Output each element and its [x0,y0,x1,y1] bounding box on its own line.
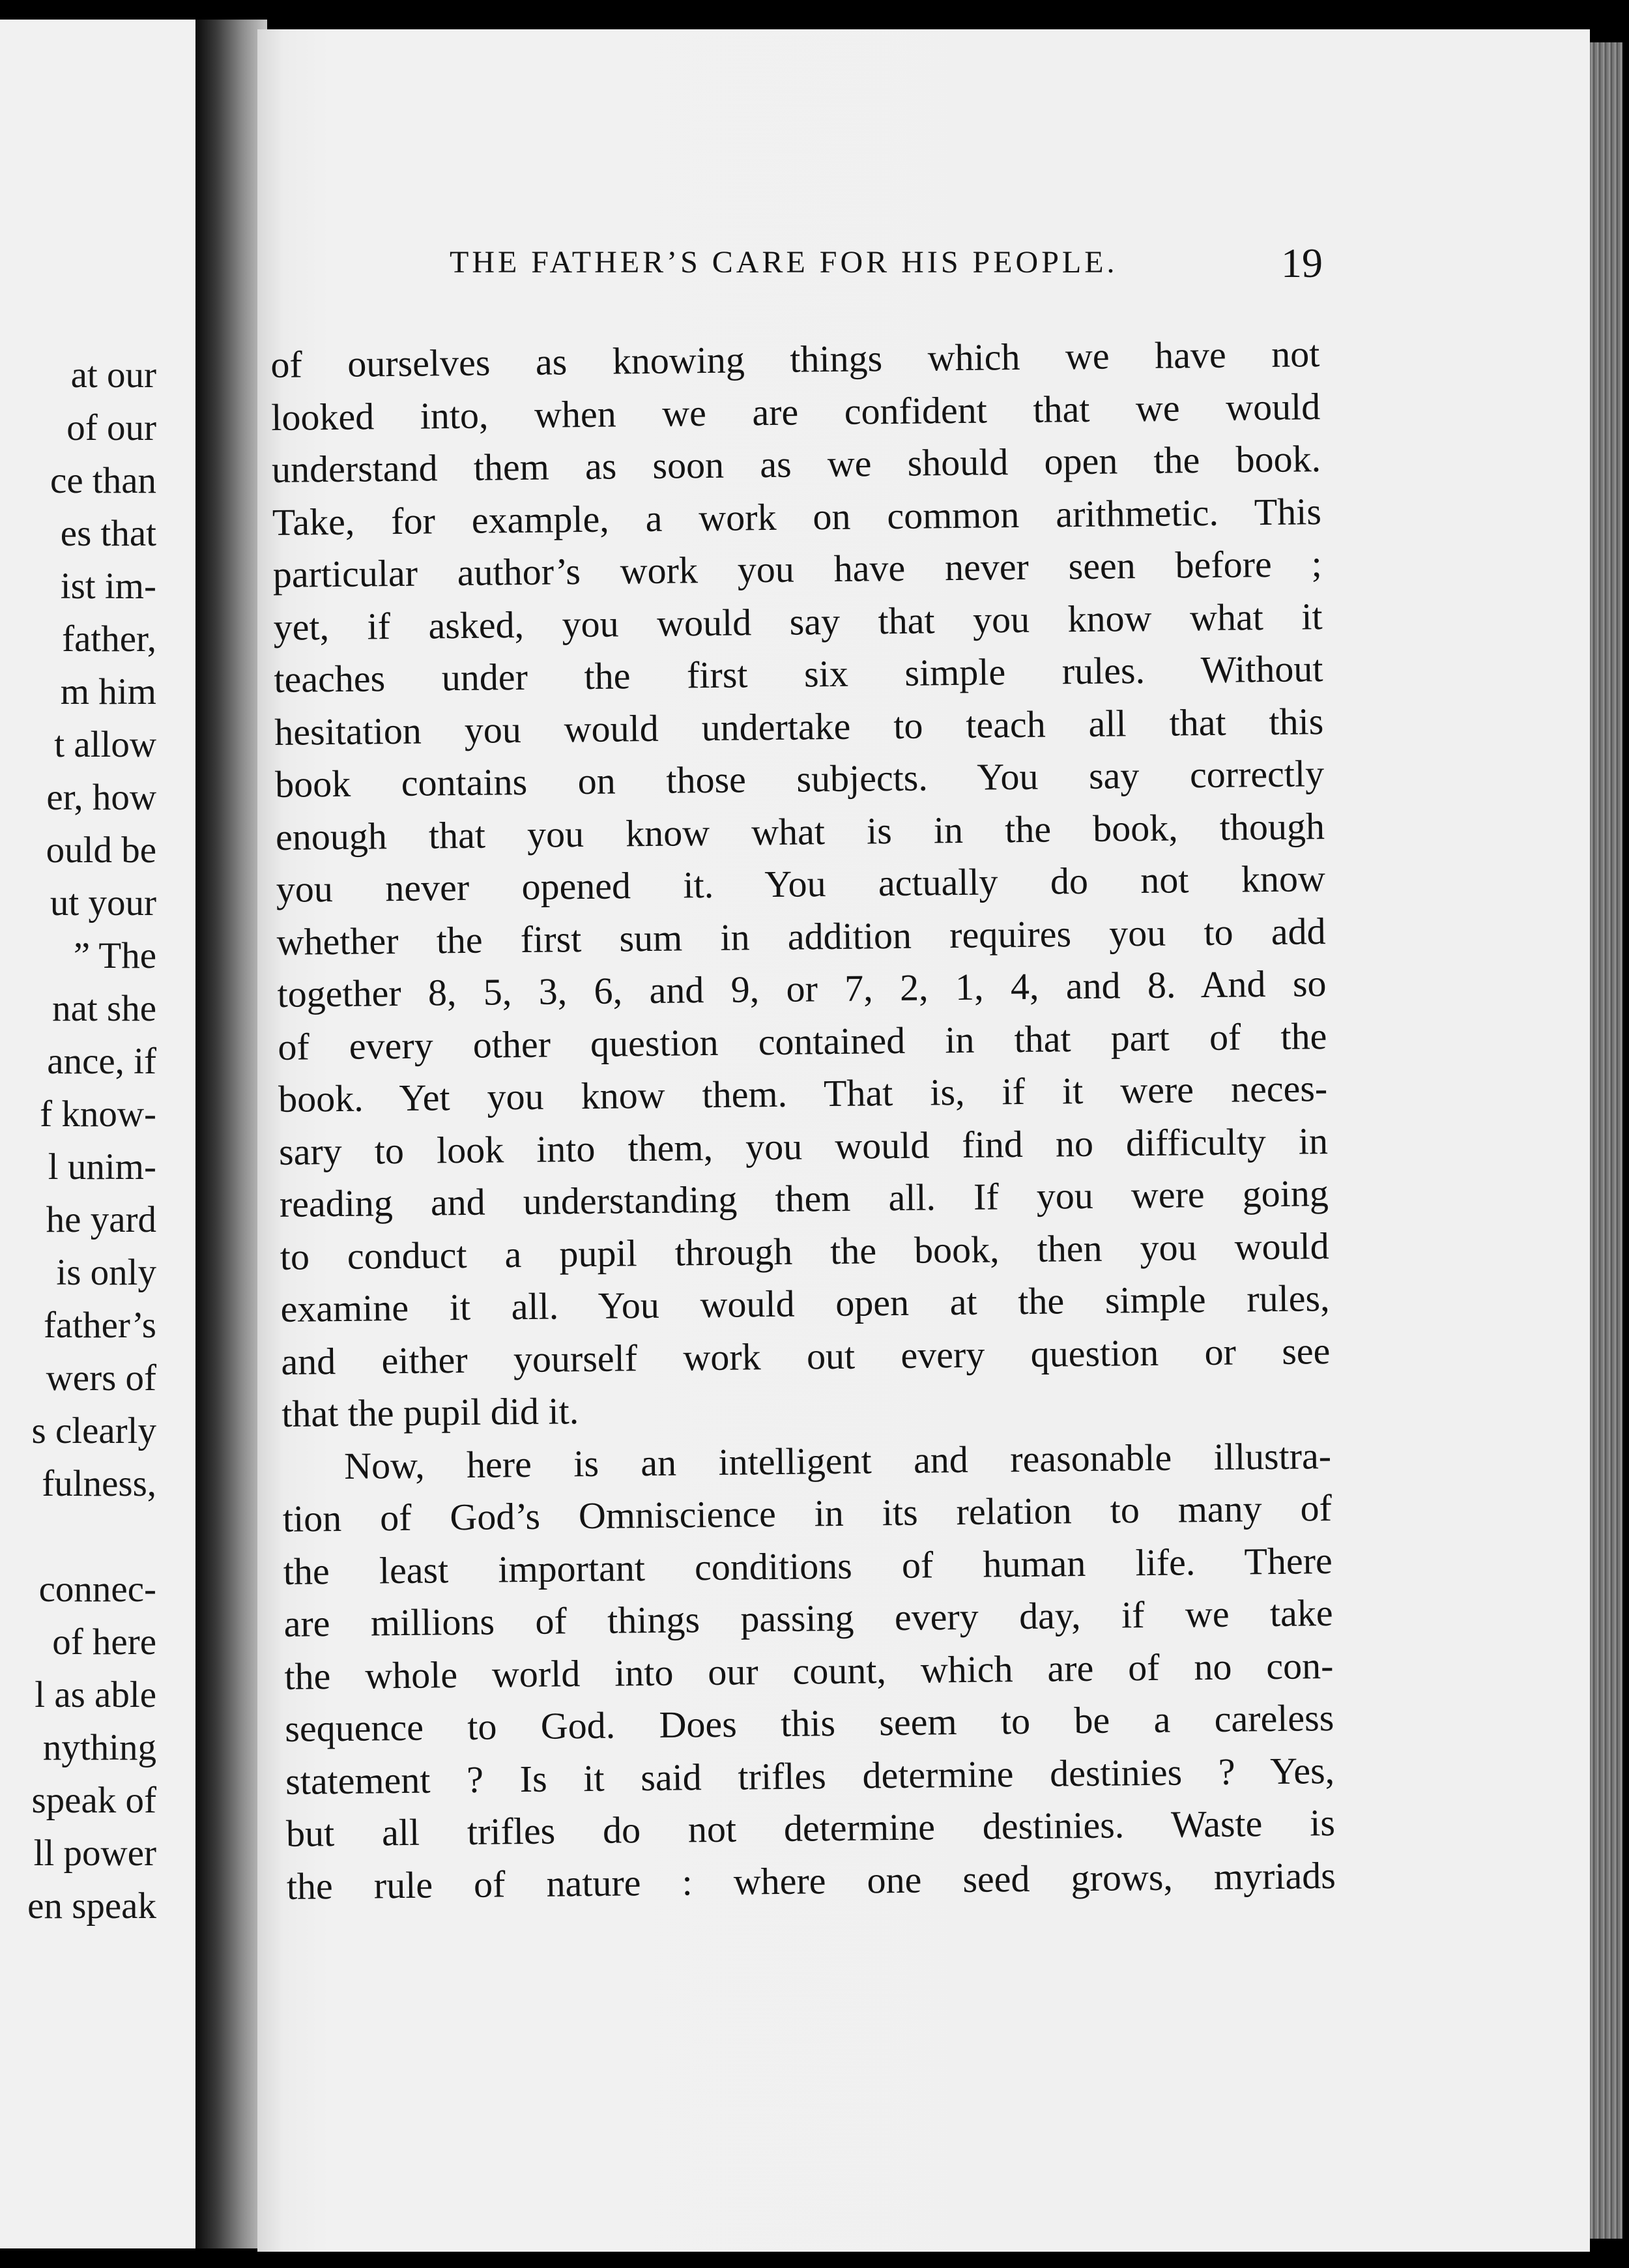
running-head [450,240,1323,303]
left-page-fragment: connec- [38,1569,156,1610]
left-page-fragment: l unim- [48,1146,156,1187]
text-line: book. Yet you know them. That is, if it were neces- [278,1067,1328,1120]
text-line: teaches under the first six simple rules. Without [274,647,1323,701]
left-page-fragment: speak of [31,1780,156,1821]
text-line: the whole world into our count, which are of no con- [284,1644,1334,1698]
text-line: of ourselves as knowing things which we have not [270,332,1320,386]
text-line: the rule of nature : where one seed grows, myriads [286,1854,1336,1908]
left-page-text [0,349,156,1932]
left-page-fragment: er, how [46,777,156,818]
left-page-fragment: ould be [46,830,156,871]
left-page-fragment: s clearly [31,1410,156,1451]
left-page-fragment: en speak [27,1885,156,1926]
text-line: but all trifles do not determine destinies. Waste is [285,1801,1336,1855]
left-page-fragment: of our [66,407,156,448]
left-page-fragment: nything [42,1727,156,1768]
left-page-fragment: f know- [40,1094,156,1135]
left-page-fragment: l as able [35,1674,156,1715]
text-line: to conduct a pupil through the book, then you would [280,1224,1329,1278]
text-line: reading and understanding them all. If you were going [279,1172,1329,1225]
text-line: looked into, when we are confident that we would [270,385,1321,439]
left-page-fragment: is only [56,1252,156,1293]
running-head-title: THE FATHER’S CARE FOR HIS PEOPLE. [450,245,1118,280]
book-gutter-shadow [195,20,267,2248]
text-line: of every other question contained in that part of the [278,1014,1327,1068]
text-line: sary to look into them, you would find no difficulty in [278,1119,1329,1173]
text-line: particular author’s work you have never seen before ; [272,542,1323,596]
text-line: enough that you know what is in the book, though [275,804,1325,858]
paragraph-2 [282,1430,1336,1913]
left-page-fragment: fulness, [42,1463,156,1504]
text-line: book contains on those subjects. You say correctly [274,752,1325,806]
text-line: tion of God’s Omniscience in its relation to many of [282,1487,1333,1540]
text-line: Now, here is an intelligent and reasonable illustra- [343,1434,1332,1487]
left-page [0,20,195,2248]
text-line: whether the first sum in addition requires you to add [276,909,1326,963]
left-page-fragment [0,1510,156,1563]
page-number: 19 [1281,240,1323,286]
left-page-fragment: father, [62,618,156,660]
left-page-fragment: t allow [54,724,156,765]
text-line: understand them as soon as we should open the book. [271,437,1321,491]
text-line: sequence to God. Does this seem to be a careless [284,1696,1334,1750]
text-line: Take, for example, a work on common arithmetic. This [272,489,1322,544]
text-line: are millions of things passing every day, if we take [283,1592,1333,1645]
left-page-fragment: ist im- [60,566,156,607]
text-line: examine it all. You would open at the simple rules, [280,1277,1330,1330]
text-line: hesitation you would undertake to teach all that this [274,699,1324,753]
text-line: together 8, 5, 3, 6, and 9, or 7, 2, 1, 4, and 8. And so [277,962,1327,1015]
left-page-fragment: wers of [46,1358,156,1399]
left-page-fragment: ll power [33,1833,156,1874]
text-line: that the pupil did it. [281,1389,579,1435]
left-page-fragment: m him [60,671,156,712]
text-line: yet, if asked, you would say that you know what it [273,594,1323,648]
body-text [270,328,1336,1913]
left-page-fragment: father’s [43,1305,156,1346]
left-page-fragment: ut your [50,882,156,923]
left-page-fragment: ” The [73,935,156,976]
left-page-fragment: at our [70,355,156,396]
left-page-fragment: ance, if [47,1041,156,1082]
paragraph-1 [270,328,1331,1440]
left-page-fragment: es that [60,513,156,554]
page-edge-stack [1590,42,1622,2239]
left-page-fragment: of here [52,1621,156,1663]
left-page-fragment: he yard [46,1199,156,1240]
text-line: you never opened it. You actually do not know [276,857,1326,910]
left-page-fragment: nat she [52,988,156,1029]
text-line: statement ? Is it said trifles determine destinies ? Yes, [285,1749,1335,1803]
text-line: and either yourself work out every question or see [281,1329,1331,1383]
text-line: the least important conditions of human life. There [283,1539,1333,1593]
left-page-fragment: ce than [50,460,156,501]
